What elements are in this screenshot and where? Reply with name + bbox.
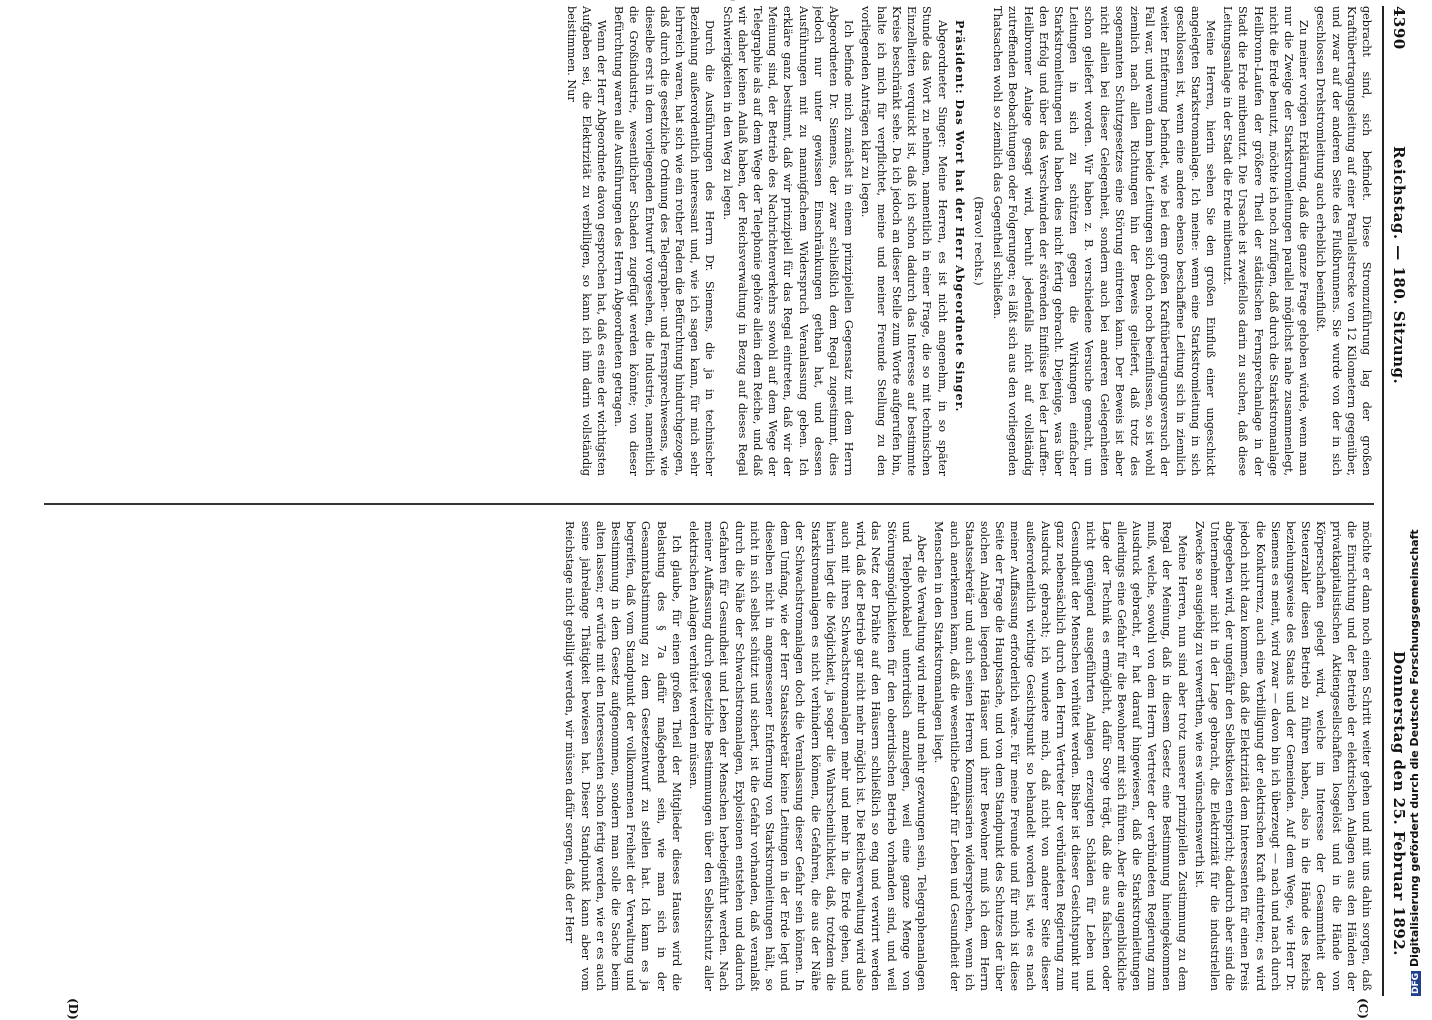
right-column bbox=[44, 521, 1374, 991]
session-title: Reichstag. — 180. Sitzung. bbox=[1390, 146, 1408, 385]
header-rule bbox=[1382, 6, 1384, 996]
applause-note: (Bravo! rechts.) bbox=[971, 196, 985, 286]
paragraph: Meine Herren, hierin sehen Sie den großen Einfluß einer ungeschickt angelegten Starkstromanlage. Ich meine: wenn eine Starkstromleitung in sich geschlossen ist, wenn eine andere ebenso beschaffene Leitung sich in ziemlich weiter Entfernung befindet, wie bei dem großen Kraftübertragungsversuch der Fall war, und wenn dann beide Leitungen sich doch noch beeinflussen, so ist wohl ziemlich nach allen Richtungen hin der Beweis geliefert, daß trotz des sogenannten Schutzgesetzes eine Störung eintreten kann. Der Beweis ist aber nicht allein bei dieser Gelegenheit, sondern auch bei anderen Gelegenheiten schon geliefert worden. Wir haben z. B. verschiedene Versuche gemacht, um Leitungen in sich zu schützen gegen die Wirkungen einfacher Starkstromleitungen und haben dies nicht fertig gebracht. Diejenige, was über den Erfolg und über das Verschwinden der störenden Einflüsse bei der Lauffen-Heilbronner Anlage gesagt wird, beruht jedenfalls nicht auf vollständig zutreffenden Beobachtungen oder Folgerungen; es läßt sich aus den vorliegenden Thatsachen wohl so ziemlich das Gegentheil schließen. bbox=[991, 6, 1217, 476]
left-column bbox=[44, 6, 1374, 476]
paragraph: Meine Herren, nun sind aber trotz unserer prinzipiellen Zustimmung zu dem Regal der Meinung, daß in diesem Gesetz eine Bestimmung hineingekommen muß, welche, sowohl von dem Herrn Vertreter der verbündeten Regierung zum Ausdruck gebracht, er hat darauf hingewiesen, daß die Starkstromleitungen allerdings eine Gefahr für die Bewohner mit sich führen. Aber die augenblickliche Lage der Technik es ermöglicht, dafür Sorge trägt, daß die aus falschen oder nicht genügend ausgeführten Anlagen erzeugten Schäden für Leben und Gesundheit der Menschen verhütet werden. Bisher ist dieser Gesichtspunkt nur ganz nebensächlich durch den Herrn Vertreter der verbündeten Regierung zum Ausdruck gebracht; ich wundere mich, daß nicht von anderer Seite dieser außerordentlich wichtige Gesichtspunkt so behandelt worden ist, wie es nach meiner Auffassung erforderlich wäre. Für meine Freunde und für mich ist diese Seite der Frage die Hauptsache, und von dem Standpunkt des Schutzes der über solchen Anlagen liegenden Häuser und ihrer Bewohner muß ich dem Herrn Staatssekretär und auch seinen Herren Kommissarien widersprechen, wenn ich auch anerkennen kann, daß die wesentliche Gefahr für Leben und Gesundheit der Menschen in den Starkstromanlagen liegt. bbox=[932, 521, 1189, 991]
margin-mark-c: (C) bbox=[1356, 998, 1370, 1019]
paragraph: Ich glaube, für einen großen Theil der Mitglieder dieses Hauses wird die Belastung des § 7a dafür maßgebend sein, wie man sich in der Gesammtabstimmung zu dem Gesetzentwurf zu stellen hat. Ich kann es ja begreifen, daß vom Standpunkt der vollkommenen Freiheit der Verwaltung und Bestimmung in dem Gesetz aufgenommen, sondern man solle die Sache beim alten lassen; er würde mit den Interessenten schon fertig werden, wie er es auch seine jahrelange Thätigkeit bewiesen hat. Dieser Standpunkt kann aber vom Reichstage nicht gebilligt werden, wir müssen dafür sorgen, daß der Herr bbox=[563, 521, 683, 991]
page-header bbox=[1384, 6, 1410, 996]
credit-text: Digitalisierung gefördert durch die Deutsche Forschungsgemeinschaft bbox=[1408, 529, 1421, 967]
rotated-newspaper-sheet bbox=[10, 6, 1410, 1020]
paragraph: gebracht sind, sich befindet. Diese Stromzuführung lag der großen Kraftübertragungsleitung auf einer Parallelstrecke von 12 Kilometern gegenüber, und zwar auf der anderen Seite des Flußbrunnens. Sie wurde von der in sich geschlossen Drehstromleitung auch erheblich beeinflußt. bbox=[1314, 6, 1373, 476]
paragraph: Zu meiner vorigen Erklärung, daß die ganze Frage gehoben würde, wenn man nur die Zweige der Starkstromleitungen parallel möglichst nahe zusammenlegt, nicht die Erde benutzt, möchte ich noch zufügen, daß durch die Starkstromanlage Heilbronn-Laufen der größere Theil der städtischen Fernsprechanlage in der Stadt die Erde mitbenutzt. Die Ursache ist zweifellos darin zu suchen, daß diese Leitungsanlage in der Stadt die Erde mitbenutzt. bbox=[1221, 6, 1311, 476]
paragraph: Aber die Verwaltung wird mehr und mehr gezwungen sein, Telegraphenanlagen und Telephonkabel unterirdisch anzulegen, weil eine ganze Menge von Störungsmöglichkeiten für den oberirdischen Betrieb vorhanden sind, und weil das Netz der Drähte auf den Häusern schließlich so eng und verwirrt werden wird, daß der Betrieb gar nicht mehr möglich ist. Die Reichsverwaltung wird also auch mit ihren Schwachstromanlagen mehr und mehr in die Erde gehen, und hierin liegt die Möglichkeit, ja sogar die Wahrscheinlichkeit, daß, trotzdem die Starkstromanlagen es nicht verhindern können, die Gefahren, die aus der Nähe der Schwachstromanlagen doch die Veranlassung dieser Gefahr sein können. In dem Umfang, wie der Herr Staatssekretär keine Leitungen in der Erde legt und dieselben nicht in angemessener Entfernung von Starkstromleitungen hält, so nicht in sich selbst schützt und sichert, ist die Gefahr vorhanden, daß veranlaßt durch die Nähe der Schwachstromanlagen, Explosionen entstehen und dadurch Gefahren für Gesundheit und Leben der Menschen herbeigeführt werden. Nach meiner Auffassung durch gesetzliche Bestimmungen über den Selbstschutz aller elektrischen Anlagen verhütet werden müssen. bbox=[687, 521, 929, 991]
margin-mark-d: (D) bbox=[66, 998, 80, 1020]
paragraph: Wenn der Herr Abgeordnete davon gesprochen hat, daß es eine der wichtigsten Aufgaben sei, die Elektrizität zu verbilligen, so kann ich ihm darin vollständig beistimmen. Nur bbox=[564, 6, 609, 476]
page-number: 4390 bbox=[1390, 6, 1408, 50]
president-speech: Präsident: Das Wort hat der Herr Abgeordnete Singer. bbox=[952, 20, 967, 413]
column-divider bbox=[44, 503, 1374, 505]
dfg-logo-icon: DFG bbox=[1411, 972, 1421, 994]
speaker-singer-intro: Abgeordneter Singer: Meine Herren, es ist nicht angenehm, in so später Stunde das Wort zu nehmen, namentlich in einer Frage, die so mit technischen Einzelheiten verquickt ist, daß ich schon dadurch das Interesse auf bestimmte Kreise beschränkt sehe. Da ich jedoch an dieser Stelle zum Worte aufgerufen bin, halte ich mich für verpflichtet, meine und meiner Freunde Stellung zu den vorliegenden Anträgen klar zu legen. bbox=[859, 6, 949, 476]
margin-mark-a bbox=[1356, 0, 1370, 1]
session-date: Donnerstag den 25. Februar 1892. bbox=[1390, 650, 1408, 956]
paragraph: Durch die Ausführungen des Herrn Dr. Siemens, die ja in technischer Beziehung außerordentlich interessant und, wie ich sagen kann, für mich sehr lehrreich waren, hat sich wie ein rother Faden die Befürchtung hindurchgezogen, daß durch die gesetzliche Ordnung des Telegraphen- und Fernsprechwesens, wie dieselbe erst in dem vorliegenden Entwurf vorgesehen, die Industrie, namentlich die Großindustrie, wesentlicher Schaden zugefügt werden könnte; von dieser Befürchtung waren alle Ausführungen des Herrn Abgeordneten getragen. bbox=[612, 6, 717, 476]
paragraph: Ich befinde mich zunächst in einem prinzipiellen Gegensatz mit dem Herrn Abgeordneten Dr. Siemens, der zwar schließlich dem Regal zugestimmt, dies jedoch nur unter gewissen Einschränkungen gethan hat, und dessen Ausführungen mit zu mannigfachem Widerspruch Veranlassung geben. Ich erkläre ganz bestimmt, daß wir prinzipiell für das Regal eintreten, daß wir der Meinung sind, der Betrieb des Nachrichtenverkehrs sowohl auf dem Wege der Telegraphie als auf dem Wege der Telephonie gehöre allein dem Reiche, und daß wir daher keinen Anlaß haben, der Reichsverwaltung in Bezug auf dieses Regal Schwierigkeiten in den Weg zu legen. bbox=[720, 6, 856, 476]
paragraph: möchte er dann noch einen Schritt weiter gehen und mit uns dahin sorgen, daß die Einrichtung und der Betrieb der elektrischen Anlagen aus den Händen der privatkapitalistischen Aktiengesellschaften losgelöst und in die Hände von Körperschaften gelegt wird, welche im Interesse der Gesammtheit der Steuerzahler diesen Betrieb zu führen haben, also in die Hände des Reichs beziehungsweise des Staats und der Gemeinden. Auf dem Wege, wie Herr Dr. Siemens es meint, wird zwar — davon bin ich überzeugt — nach und nach durch die Konkurrenz, auch eine Verbilligung der elektrischen Kraft eintreten; es wird jedoch nicht dazu kommen, daß die Elektrizität dem Interessenten für einen Preis abgegeben wird, der ungefähr den Selbstkosten entspricht; dadurch aber sind die Unternehmer nicht in der Lage gebracht, die Elektrizität für die industriellen Zwecke so ausgiebig zu verwerthen, wie es wünschenswerth ist. bbox=[1192, 521, 1373, 991]
margin-mark-b bbox=[726, 0, 740, 2]
digitization-credit bbox=[1408, 529, 1421, 996]
